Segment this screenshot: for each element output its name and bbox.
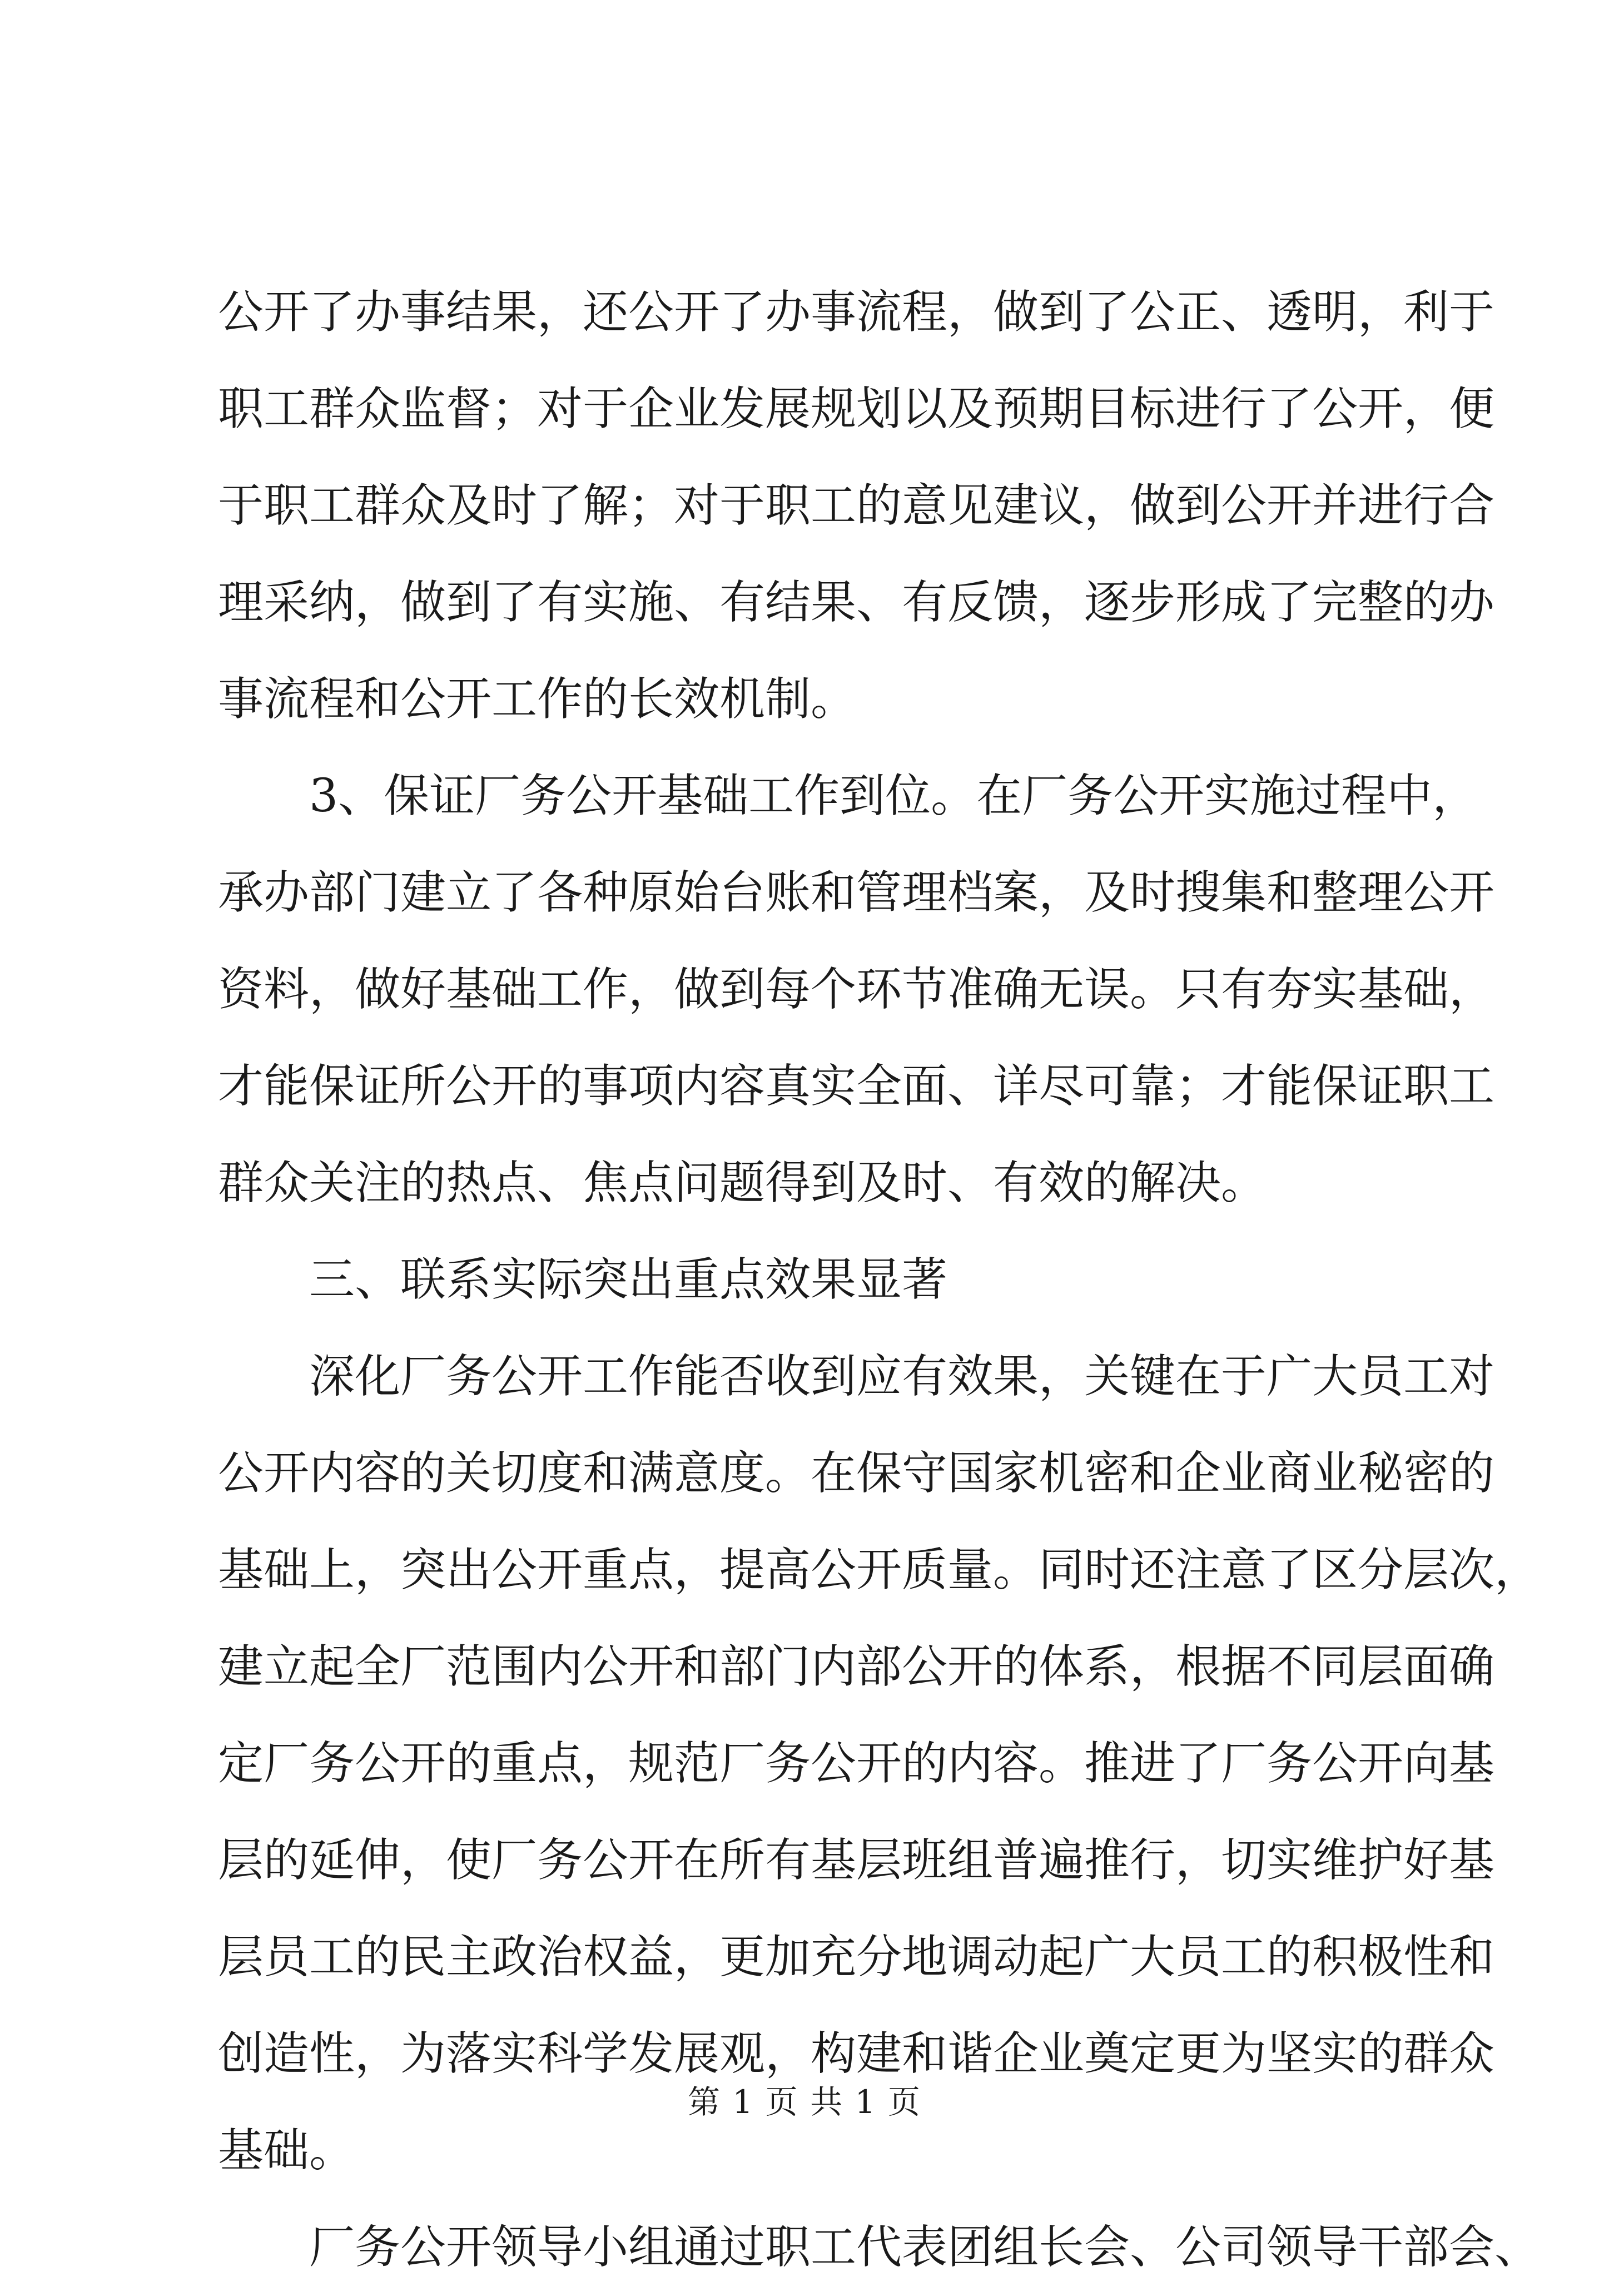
text-line: 创造性，为落实科学发展观，构建和谐企业奠定更为坚实的群众 — [218, 2027, 1495, 2080]
text-line: 层员工的民主政治权益，更加充分地调动起广大员工的积极性和 — [218, 1931, 1495, 1983]
text-line: 理采纳，做到了有实施、有结果、有反馈，逐步形成了完整的办 — [218, 576, 1495, 629]
text-line: 层的延伸，使厂务公开在所有基层班组普遍推行，切实维护好基 — [218, 1834, 1495, 1887]
text-line: 厂务公开领导小组通过职工代表团组长会、公司领导干部会、 — [218, 2221, 1541, 2274]
text-line: 承办部门建立了各种原始台账和管理档案，及时搜集和整理公开 — [218, 866, 1495, 919]
text-line: 才能保证所公开的事项内容真实全面、详尽可靠；才能保证职工 — [218, 1060, 1495, 1113]
text-line: 基础。 — [218, 2124, 355, 2177]
page-footer — [0, 2082, 1609, 2121]
text-line: 事流程和公开工作的长效机制。 — [218, 673, 857, 726]
text-line: 基础上，突出公开重点，提高公开质量。同时还注意了区分层次， — [218, 1544, 1541, 1596]
text-line: 建立起全厂范围内公开和部门内部公开的体系，根据不同层面确 — [218, 1640, 1495, 1693]
document-body — [218, 264, 1541, 2296]
text-line: 群众关注的热点、焦点问题得到及时、有效的解决。 — [218, 1157, 1267, 1209]
section-heading: 三、联系实际突出重点效果显著 — [218, 1253, 948, 1306]
text-line: 3、保证厂务公开基础工作到位。在厂务公开实施过程中， — [218, 770, 1478, 822]
text-line: 深化厂务公开工作能否收到应有效果，关键在于广大员工对 — [218, 1350, 1495, 1403]
text-line: 公开内容的关切度和满意度。在保守国家机密和企业商业秘密的 — [218, 1447, 1495, 1500]
text-line: 公开了办事结果，还公开了办事流程，做到了公正、透明，利于 — [218, 286, 1495, 339]
text-line: 职工群众监督；对于企业发展规划以及预期目标进行了公开，便 — [218, 383, 1495, 435]
page-number-label: 第 1 页 共 1 页 — [688, 2083, 921, 2121]
text-line: 资料，做好基础工作，做到每个环节准确无误。只有夯实基础， — [218, 963, 1495, 1016]
text-line: 定厂务公开的重点，规范厂务公开的内容。推进了厂务公开向基 — [218, 1737, 1495, 1790]
text-line: 于职工群众及时了解；对于职工的意见建议，做到公开并进行合 — [218, 479, 1495, 532]
